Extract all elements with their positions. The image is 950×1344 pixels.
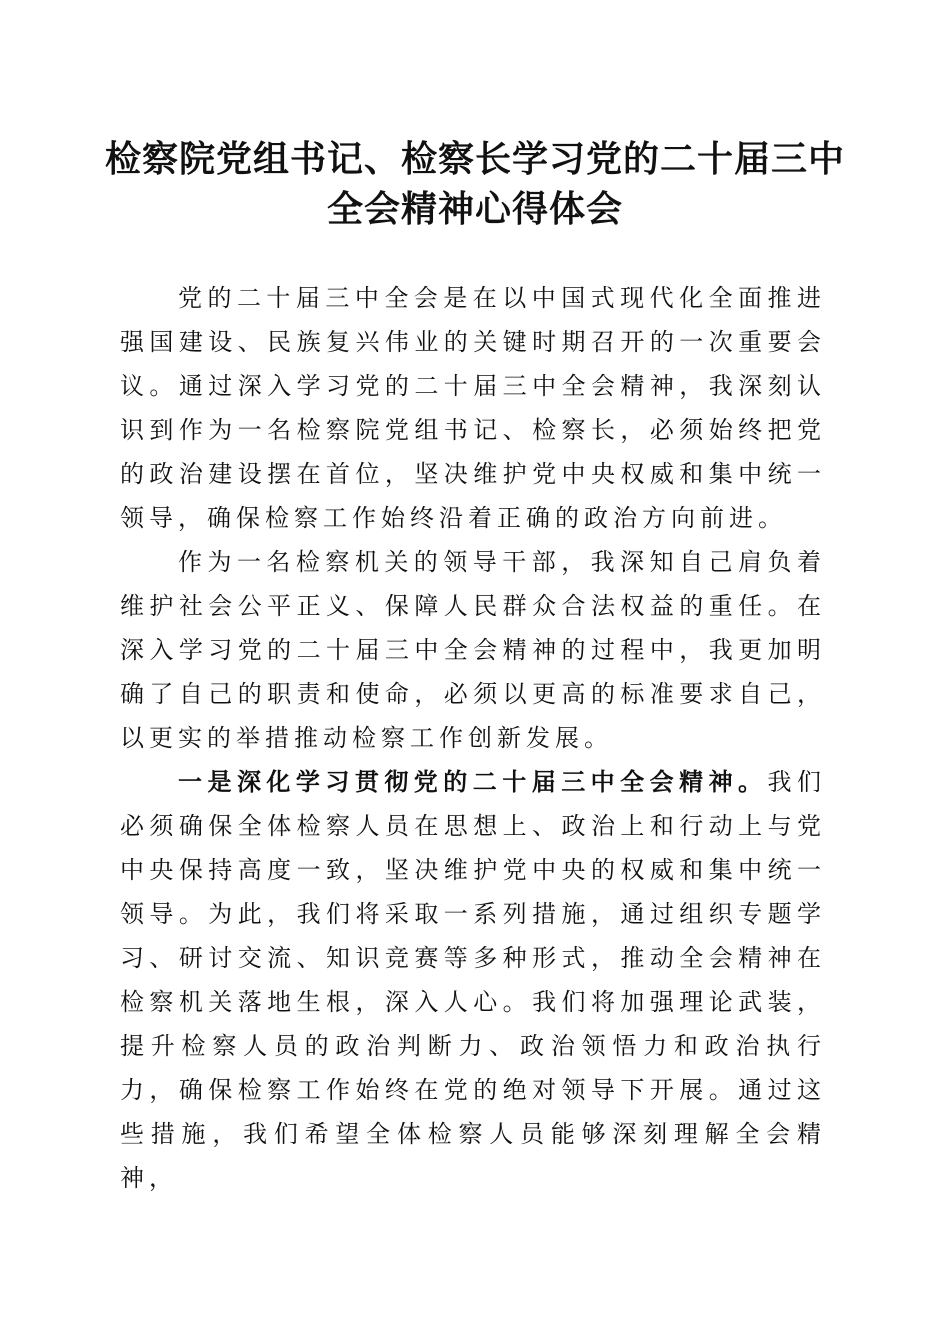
paragraph-1	[120, 276, 826, 540]
document-title	[100, 134, 850, 234]
paragraph-text: 我们必须确保全体检察人员在思想上、政治上和行动上与党中央保持高度一致，坚决维护党中央的权威和集中统一领导。为此，我们将采取一系列措施，通过组织专题学习、研讨交流、知识竞赛等多种形式，推动全会精神在检察机关落地生根，深入人心。我们将加强理论武装，提升检察人员的政治判断力、政治领悟力和政治执行力，确保检察工作始终在党的绝对领导下开展。通过这些措施，我们希望全体检察人员能够深刻理解全会精神，	[120, 768, 827, 1192]
title-line-2: 全会精神心得体会	[326, 188, 623, 230]
paragraph-text: 作为一名检察机关的领导干部，我深知自己肩负着维护社会公平正义、保障人民群众合法权益的重任。在深入学习党的二十届三中全会精神的过程中，我更加明确了自己的职责和使命，必须以更高的标准要求自己，以更实的举措推动检察工作创新发展。	[120, 548, 826, 752]
paragraph-text: 党的二十届三中全会是在以中国式现代化全面推进强国建设、民族复兴伟业的关键时期召开的一次重要会议。通过深入学习党的二十届三中全会精神，我深刻认识到作为一名检察院党组书记、检察长，必须始终把党的政治建设摆在首位，坚决维护党中央权威和集中统一领导，确保检察工作始终沿着正确的政治方向前进。	[120, 284, 826, 532]
paragraph-2	[120, 540, 826, 760]
paragraph-lead-heading: 一是深化学习贯彻党的二十届三中全会精神。	[178, 767, 768, 796]
document-body	[120, 276, 826, 1200]
paragraph-3	[120, 760, 826, 1200]
title-line-1: 检察院党组书记、检察长学习党的二十届三中	[104, 138, 845, 180]
